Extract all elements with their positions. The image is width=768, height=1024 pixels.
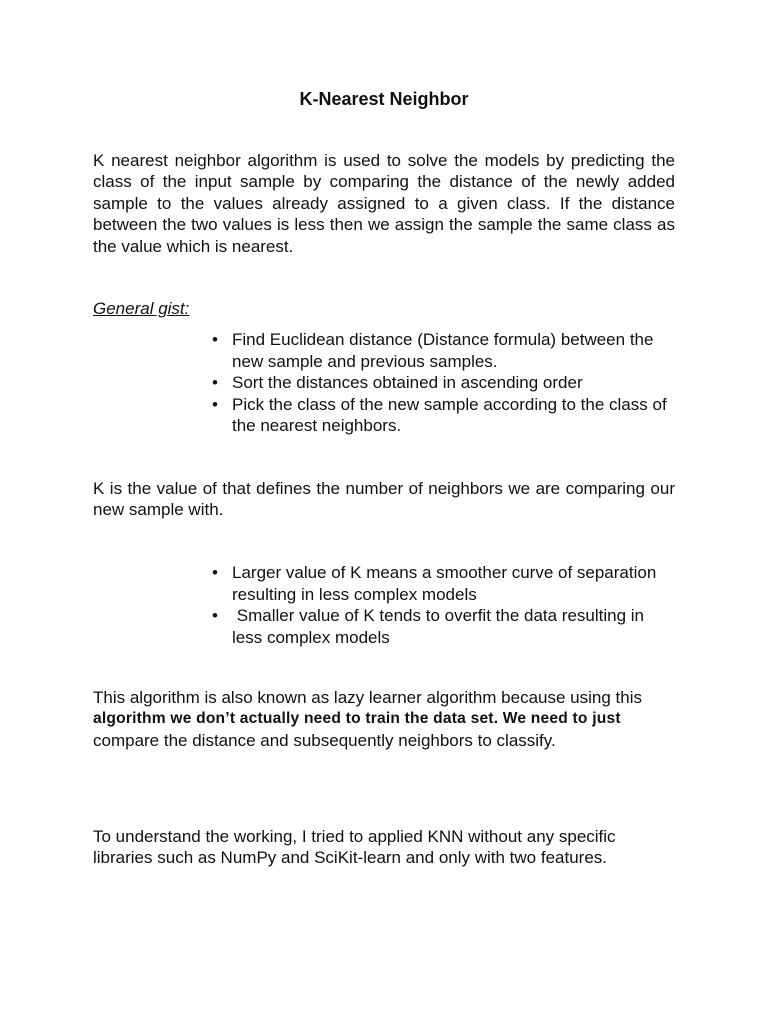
list-item-text: Pick the class of the new sample according to the class of the nearest neighbors. (232, 394, 667, 435)
lazy-learner-paragraph (93, 687, 675, 751)
bullet-icon: • (212, 606, 218, 625)
list-item (212, 562, 677, 605)
bullet-icon: • (212, 563, 218, 582)
closing-paragraph: To understand the working, I tried to applied KNN without any specific libraries such as NumPy and SciKit-learn and only with two features. (93, 827, 616, 868)
bullet-icon: • (212, 394, 218, 414)
list-item (212, 394, 677, 437)
bullet-icon: • (212, 330, 218, 349)
gist-heading: General gist: (93, 299, 190, 318)
list-item (212, 329, 677, 372)
intro-paragraph: K nearest neighbor algorithm is used to solve the models by predicting the class of the input sample by comparing the distance of the newly added sample to the values already assigned to a given class. If the distance between the two values is less then we assign the sample the same class as the value which is nearest. (93, 151, 675, 256)
list-item (212, 605, 677, 648)
list-item-text: Smaller value of K tends to overfit the data resulting in less complex models (232, 606, 649, 647)
lazy-line-1: This algorithm is also known as lazy learner algorithm because using this (93, 688, 642, 707)
lazy-line-3: compare the distance and subsequently neighbors to classify. (93, 730, 556, 750)
list-item (212, 372, 677, 394)
page-title: K-Nearest Neighbor (299, 89, 469, 109)
list-item-text: Larger value of K means a smoother curve of separation resulting in less complex models (232, 563, 657, 604)
k-definition-paragraph: K is the value of that defines the number of neighbors we are comparing our new sample with. (93, 479, 675, 520)
list-item-text: Sort the distances obtained in ascending order (232, 373, 583, 392)
bullet-icon: • (212, 373, 218, 392)
lazy-line-2: algorithm we don’t actually need to train the data set. We need to just (93, 710, 621, 728)
k-list (212, 562, 677, 648)
gist-list (212, 329, 677, 437)
list-item-text: Find Euclidean distance (Distance formula) between the new sample and previous samples. (232, 330, 654, 371)
